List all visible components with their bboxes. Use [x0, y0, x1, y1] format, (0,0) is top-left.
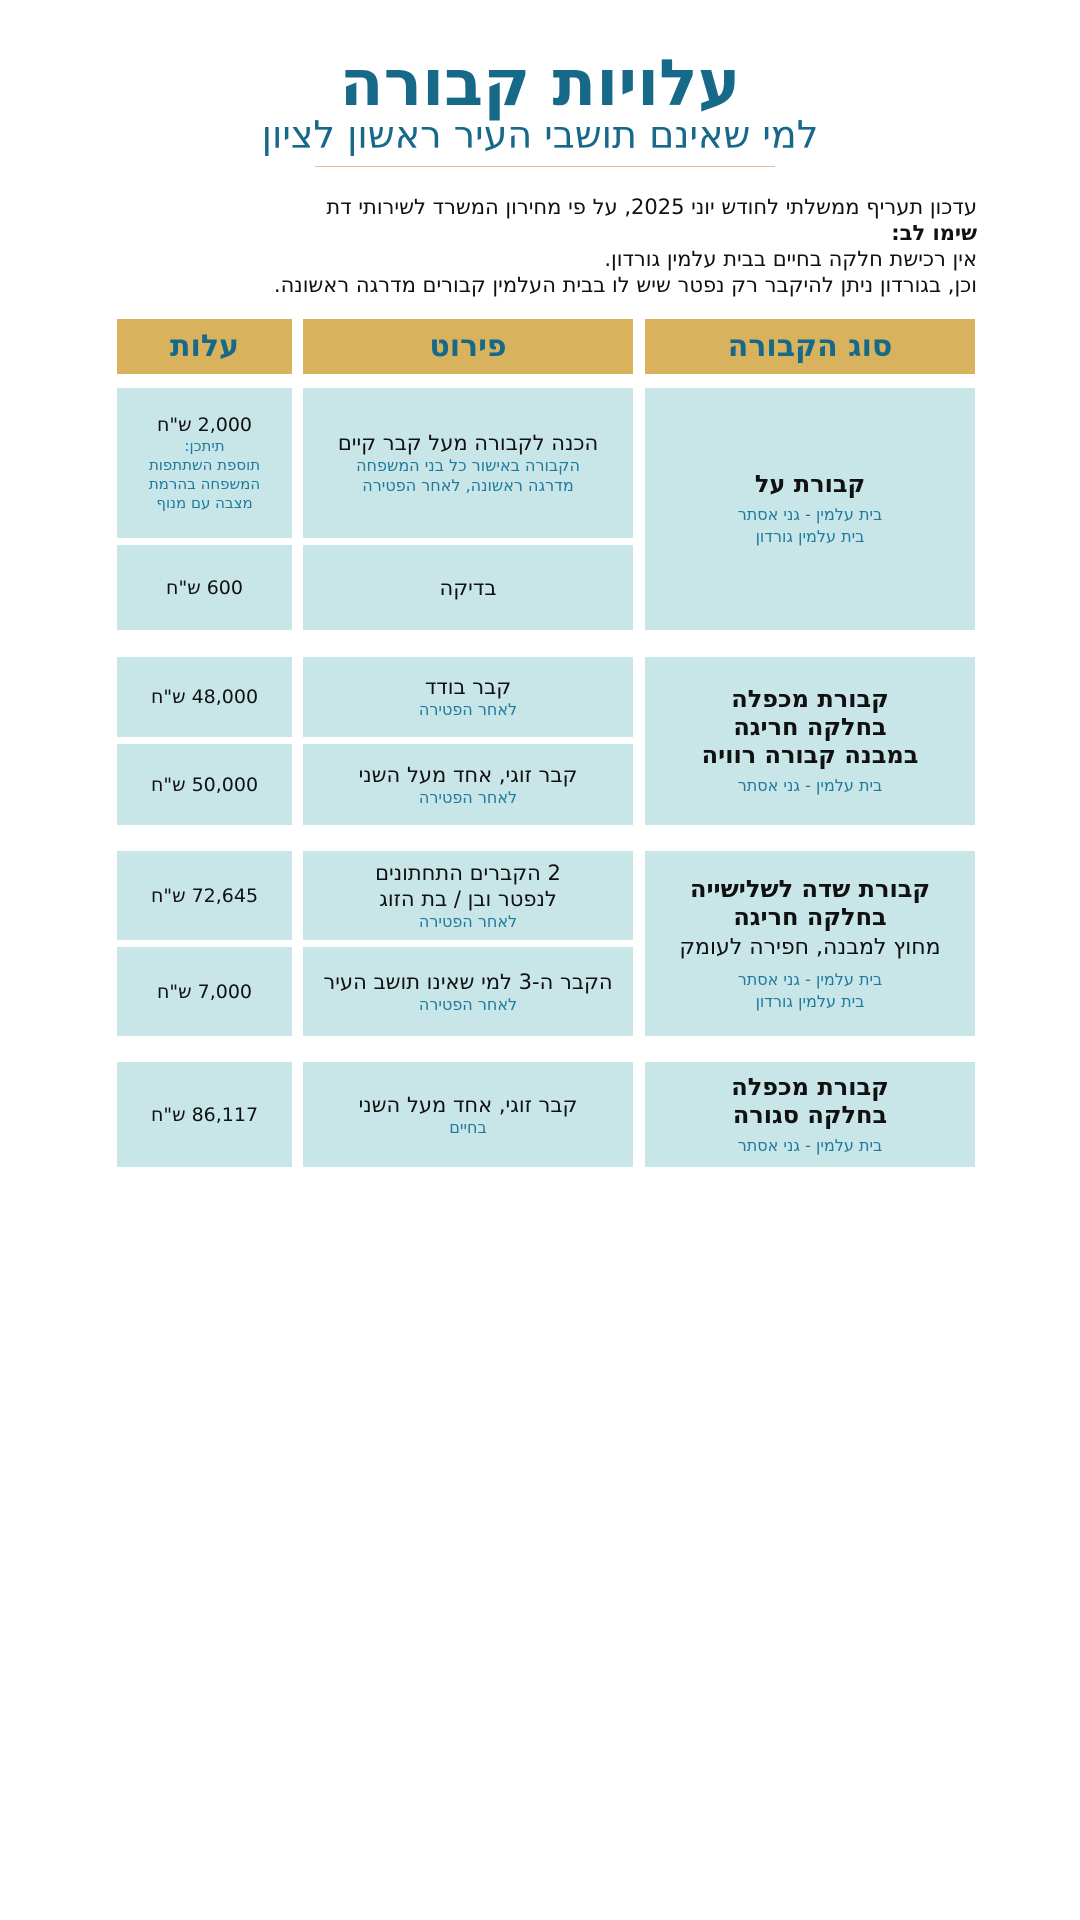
cost-cell: [117, 545, 292, 630]
burial-type-name: בחלקה חריגה: [733, 902, 887, 931]
detail-text: קבר בודד: [424, 675, 512, 699]
header-type: סוג הקבורה: [645, 319, 975, 374]
page-title: עלויות קבורה: [339, 47, 741, 121]
detail-cell: [303, 657, 633, 737]
header-details: פירוט: [303, 319, 633, 374]
detail-subtext: מדרגה ראשונה, לאחר הפטירה: [362, 476, 574, 495]
burial-type-name: קבורת מכפלה: [731, 1072, 889, 1101]
detail-subtext: הקבורה באישור כל בני המשפחה: [356, 456, 580, 475]
detail-cell: [303, 388, 633, 538]
cost-cell: [117, 744, 292, 825]
burial-type-name: קבורת שדה לשלישייה: [689, 874, 931, 903]
burial-type-cell: [645, 1062, 975, 1167]
detail-cell: [303, 545, 633, 630]
detail-subtext: לאחר הפטירה: [418, 700, 518, 719]
notes-block: [117, 194, 977, 298]
cost-note: תיתכן:: [184, 437, 225, 455]
burial-type-name: קבורת מכפלה: [731, 685, 889, 713]
cost-amount: 50,000 ש"ח: [150, 773, 259, 796]
cemetery-location: בית עלמין - גני אסתר: [737, 505, 883, 524]
cemetery-location: בית עלמין גורדון: [755, 527, 865, 546]
detail-text: הכנה לקבורה מעל קבר קיים: [337, 431, 599, 455]
cost-cell: [117, 1062, 292, 1167]
cost-cell: [117, 947, 292, 1036]
title-divider: [315, 166, 775, 167]
detail-subtext: לאחר הפטירה: [418, 787, 518, 807]
cost-amount: 86,117 ש"ח: [150, 1103, 259, 1126]
notes-gordon-burial-line: וכן, בגורדון ניתן להיקבר רק נפטר שיש לו בבית העלמין קבורים מדרגה ראשונה.: [273, 273, 977, 297]
cost-amount: 2,000 ש"ח: [156, 414, 253, 436]
notes-attention-label: שימו לב:: [891, 221, 977, 245]
detail-subtext: בחיים: [449, 1117, 487, 1137]
cost-note: מצבה עם מנוף: [156, 494, 253, 512]
detail-text: לנפטר ובן / בת הזוג: [379, 886, 557, 911]
cemetery-location: בית עלמין - גני אסתר: [737, 776, 883, 795]
notes-update-line: עדכון תעריף ממשלתי לחודש יוני 2025, על פי מחירון המשרד לשירותי דת: [326, 195, 977, 219]
detail-text: קבר זוגי, אחד מעל השני: [358, 762, 578, 787]
cost-cell: [117, 388, 292, 538]
detail-subtext: לאחר הפטירה: [418, 911, 518, 931]
notes-gordon-purchase-line: אין רכישת חלקה בחיים בבית עלמין גורדון.: [604, 247, 977, 271]
detail-subtext: לאחר הפטירה: [418, 994, 518, 1014]
burial-type-name: קבורת על: [754, 470, 866, 498]
cost-note: המשפחה בהרמת: [148, 475, 261, 493]
burial-type-name: בחלקה חריגה: [733, 713, 887, 741]
detail-text: הקבר ה-3 למי שאינו תושב העיר: [323, 969, 613, 994]
cost-cell: [117, 657, 292, 737]
detail-text: קבר זוגי, אחד מעל השני: [358, 1092, 578, 1117]
burial-type-cell: [645, 851, 975, 1036]
page-subtitle: למי שאינם תושבי העיר ראשון לציון: [261, 113, 819, 157]
burial-type-cell: [645, 657, 975, 825]
cost-amount: 600 ש"ח: [166, 576, 243, 599]
detail-text: בדיקה: [439, 575, 497, 600]
cost-amount: 48,000 ש"ח: [150, 686, 259, 708]
burial-type-name: במבנה קבורה רוויה: [701, 741, 919, 769]
detail-text: 2 הקברים התחתונים: [375, 860, 561, 885]
burial-type-note: מחוץ למבנה, חפירה לעומק: [679, 934, 941, 960]
cost-amount: 7,000 ש"ח: [156, 980, 253, 1003]
detail-cell: [303, 744, 633, 825]
burial-type-name: בחלקה סגורה: [732, 1100, 888, 1129]
detail-cell: [303, 1062, 633, 1167]
detail-cell: [303, 947, 633, 1036]
cost-amount: 72,645 ש"ח: [150, 884, 259, 907]
cost-note: תוספת השתתפות: [148, 456, 261, 474]
cemetery-location: בית עלמין - גני אסתר: [737, 969, 883, 989]
cost-cell: [117, 851, 292, 940]
cemetery-location: בית עלמין - גני אסתר: [737, 1135, 883, 1155]
header-cost: עלות: [117, 319, 292, 374]
detail-cell: [303, 851, 633, 940]
burial-type-cell: [645, 388, 975, 630]
cemetery-location: בית עלמין גורדון: [755, 991, 865, 1011]
